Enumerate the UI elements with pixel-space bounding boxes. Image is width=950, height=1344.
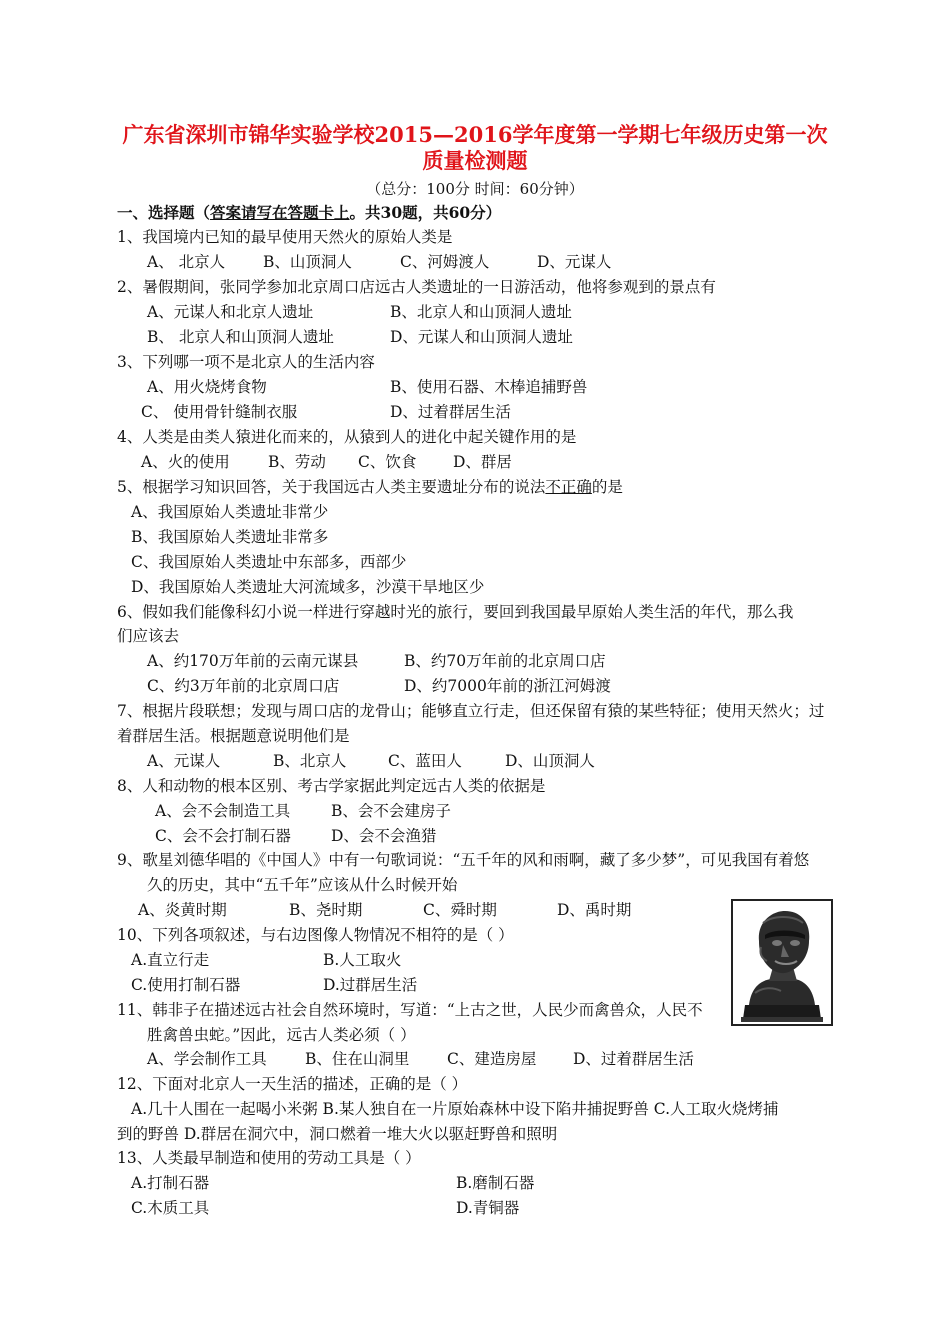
question-7-cont: 着群居生活。根据题意说明他们是 — [117, 727, 350, 745]
question-6-cont: 们应该去 — [117, 627, 180, 645]
q4-option-a: A、火的使用 — [141, 453, 230, 471]
q11-option-c: C、建造房屋 — [447, 1050, 537, 1068]
q7-option-d: D、山顶洞人 — [505, 752, 595, 770]
question-1: 1、我国境内已知的最早使用天然火的原始人类是 — [117, 228, 453, 246]
q1-option-b: B、山顶洞人 — [263, 253, 352, 271]
q8-option-d: D、会不会渔猎 — [331, 827, 437, 845]
q11-option-d: D、过着群居生活 — [573, 1050, 694, 1068]
q10-option-c: C.使用打制石器 — [131, 976, 241, 994]
q12-options-line1: A.几十人围在一起喝小米粥 B.某人独自在一片原始森林中设下陷井捕捉野兽 C.人工取火烧烤捕 — [131, 1100, 779, 1118]
question-11: 11、韩非子在描述远古社会自然环境时，写道：“上古之世，人民少而禽兽众，人民不 — [117, 1001, 703, 1019]
q9-option-c: C、舜时期 — [423, 901, 497, 919]
question-8: 8、人和动物的根本区别、考古学家据此判定远古人类的依据是 — [117, 777, 546, 795]
q10-option-d: D.过群居生活 — [323, 976, 418, 994]
q5-option-a: A、我国原始人类遗址非常少 — [131, 503, 329, 521]
q1-option-c: C、河姆渡人 — [400, 253, 490, 271]
question-4: 4、人类是由类人猿进化而来的，从猿到人的进化中起关键作用的是 — [117, 428, 577, 446]
q11-option-b: B、住在山洞里 — [305, 1050, 410, 1068]
exam-info: （总分：100分 时间：60分钟） — [366, 180, 584, 198]
q2-option-a: A、元谋人和北京人遗址 — [147, 303, 314, 321]
question-13: 13、人类最早制造和使用的劳动工具是（ ） — [117, 1149, 421, 1167]
question-11-cont: 胜禽兽虫蛇。”因此，远古人类必须（ ） — [147, 1026, 416, 1044]
q11-option-a: A、学会制作工具 — [147, 1050, 267, 1068]
question-7: 7、根据片段联想；发现与周口店的龙骨山；能够直立行走，但还保留有猿的某些特征；使用天然火；过 — [117, 702, 825, 720]
q8-option-b: B、会不会建房子 — [331, 802, 451, 820]
q5-option-d: D、我国原始人类遗址大河流域多，沙漠干旱地区少 — [131, 578, 485, 596]
q13-option-b: B.磨制石器 — [456, 1174, 535, 1192]
q7-option-a: A、元谋人 — [147, 752, 221, 770]
question-9: 9、歌星刘德华唱的《中国人》中有一句歌词说：“五千年的风和雨啊，藏了多少梦”，可见我国有着悠 — [117, 851, 810, 869]
q3-option-c: C、 使用骨针缝制衣服 — [141, 403, 298, 421]
q3-option-a: A、用火烧烤食物 — [147, 378, 267, 396]
q9-option-d: D、禹时期 — [557, 901, 632, 919]
q5-option-c: C、我国原始人类遗址中东部多，西部少 — [131, 553, 407, 571]
question-5: 5、根据学习知识回答，关于我国远古人类主要遗址分布的说法不正确的是 — [117, 478, 623, 496]
q3-option-b: B、使用石器、木棒追捕野兽 — [390, 378, 588, 396]
q12-options-line2: 到的野兽 D.群居在洞穴中，洞口燃着一堆大火以驱赶野兽和照明 — [117, 1125, 558, 1143]
q5-option-b: B、我国原始人类遗址非常多 — [131, 528, 329, 546]
q8-option-a: A、会不会制造工具 — [155, 802, 291, 820]
document-title: 广东省深圳市锦华实验学校2015—2016学年度第一学期七年级历史第一次 — [122, 122, 828, 147]
q6-option-b: B、约70万年前的北京周口店 — [404, 652, 606, 670]
question-9-cont: 久的历史，其中“五千年”应该从什么时候开始 — [147, 876, 458, 894]
peking-man-bust-image — [731, 899, 833, 1026]
q2-option-b: B、北京人和山顶洞人遗址 — [390, 303, 572, 321]
section-heading: 一、选择题（答案请写在答题卡上。共30题，共60分） — [117, 203, 502, 222]
q4-option-b: B、劳动 — [268, 453, 326, 471]
q8-option-c: C、会不会打制石器 — [155, 827, 291, 845]
bust-illustration — [733, 901, 831, 1024]
question-2: 2、暑假期间，张同学参加北京周口店远古人类遗址的一日游活动，他将参观到的景点有 — [117, 278, 716, 296]
q2-option-c: B、 北京人和山顶洞人遗址 — [147, 328, 334, 346]
document-title-line2: 质量检测题 — [422, 148, 528, 173]
q9-option-a: A、炎黄时期 — [138, 901, 227, 919]
q10-option-a: A.直立行走 — [131, 951, 210, 969]
q2-option-d: D、元谋人和山顶洞人遗址 — [390, 328, 573, 346]
q1-option-d: D、元谋人 — [537, 253, 612, 271]
q6-option-d: D、约7000年前的浙江河姆渡 — [404, 677, 611, 695]
q13-option-c: C.木质工具 — [131, 1199, 210, 1217]
q13-option-a: A.打制石器 — [131, 1174, 210, 1192]
q6-option-c: C、约3万年前的北京周口店 — [147, 677, 340, 695]
q3-option-d: D、过着群居生活 — [390, 403, 511, 421]
question-12: 12、下面对北京人一天生活的描述，正确的是（ ） — [117, 1075, 468, 1093]
q7-option-b: B、北京人 — [273, 752, 347, 770]
q9-option-b: B、尧时期 — [289, 901, 363, 919]
q10-option-b: B.人工取火 — [323, 951, 402, 969]
q4-option-d: D、群居 — [453, 453, 512, 471]
question-3: 3、下列哪一项不是北京人的生活内容 — [117, 353, 375, 371]
q13-option-d: D.青铜器 — [456, 1199, 520, 1217]
q7-option-c: C、蓝田人 — [388, 752, 462, 770]
question-6: 6、假如我们能像科幻小说一样进行穿越时光的旅行，要回到我国最早原始人类生活的年代，那么我 — [117, 603, 794, 621]
question-10: 10、下列各项叙述，与右边图像人物情况不相符的是（ ） — [117, 926, 514, 944]
q4-option-c: C、饮食 — [358, 453, 417, 471]
q6-option-a: A、约170万年前的云南元谋县 — [147, 652, 359, 670]
q1-option-a: A、 北京人 — [147, 253, 226, 271]
